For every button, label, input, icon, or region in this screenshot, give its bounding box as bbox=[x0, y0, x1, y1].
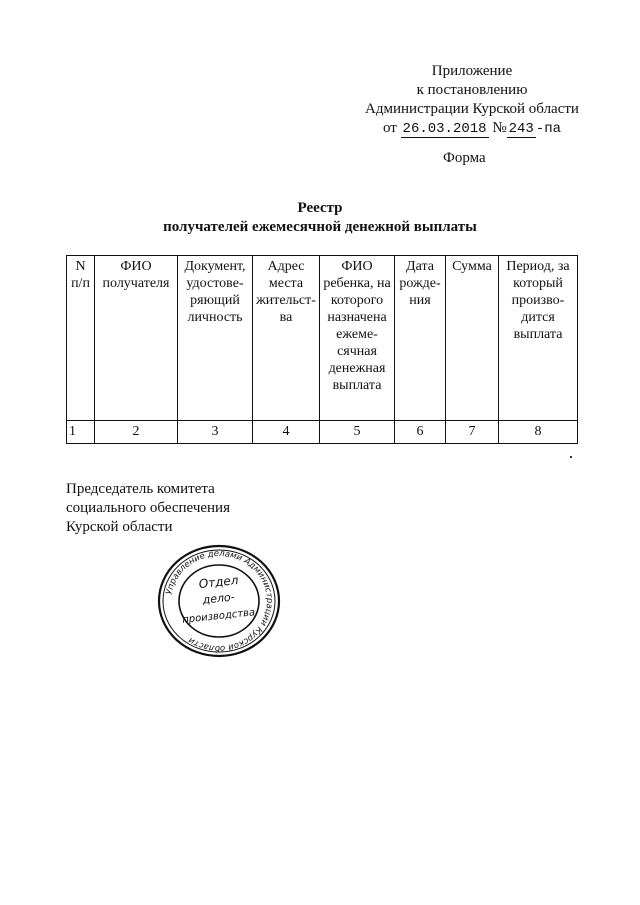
resolution-number-suffix: -па bbox=[535, 121, 562, 137]
appendix-header bbox=[352, 62, 592, 139]
header-cell: Сумма bbox=[446, 256, 499, 421]
signatory-block bbox=[66, 480, 230, 537]
column-number-cell: 3 bbox=[178, 421, 253, 444]
header-cell: Период, за который произво- дится выплата bbox=[499, 256, 578, 421]
signatory-line-3: Курской области bbox=[66, 519, 173, 535]
appendix-date-line bbox=[352, 119, 592, 139]
signatory-line-2: социального обеспечения bbox=[66, 500, 230, 516]
title-line-1: Реестр bbox=[297, 200, 343, 216]
date-prefix: от bbox=[382, 120, 397, 136]
header-cell: ФИО получателя bbox=[95, 256, 178, 421]
signatory-line-1: Председатель комитета bbox=[66, 481, 215, 497]
resolution-date: 26.03.2018 bbox=[402, 121, 487, 137]
stamp-center-line-3: производства bbox=[181, 607, 256, 626]
column-number-cell: 4 bbox=[253, 421, 320, 444]
table-header-row bbox=[67, 256, 578, 421]
column-number-cell: 5 bbox=[320, 421, 395, 444]
column-number-row bbox=[67, 421, 578, 444]
stamp-center-line-1: Отдел bbox=[198, 572, 240, 592]
header-cell: Адрес места жительст- ва bbox=[253, 256, 320, 421]
form-label: Форма bbox=[443, 150, 486, 166]
column-number-cell: 7 bbox=[446, 421, 499, 444]
appendix-line-2: к постановлению bbox=[416, 82, 528, 98]
column-number-cell: 6 bbox=[395, 421, 446, 444]
column-number-cell: 2 bbox=[95, 421, 178, 444]
title-line-2: получателей ежемесячной денежной выплаты bbox=[163, 219, 477, 235]
registry-table bbox=[66, 255, 578, 444]
stamp-graphic bbox=[157, 544, 281, 658]
appendix-line-3: Администрации Курской области bbox=[365, 101, 579, 117]
header-cell: Дата рожде- ния bbox=[395, 256, 446, 421]
resolution-number: 243 bbox=[508, 121, 534, 137]
document-title bbox=[100, 199, 540, 237]
header-cell: Документ, удостове- ряющий личность bbox=[178, 256, 253, 421]
stamp-center-line-2: дело- bbox=[201, 590, 236, 607]
column-number-cell: 8 bbox=[499, 421, 578, 444]
official-stamp bbox=[157, 544, 281, 658]
number-prefix: № bbox=[492, 120, 507, 136]
scan-speck bbox=[570, 456, 572, 458]
appendix-line-1: Приложение bbox=[431, 63, 513, 79]
header-cell: N п/п bbox=[67, 256, 95, 421]
header-cell: ФИО ребенка, на которого назначена ежеме- сячная денежная выплата bbox=[320, 256, 395, 421]
stamp-ring-text: Управление делами Администрации Курской области bbox=[164, 548, 275, 654]
column-number-cell: 1 bbox=[67, 421, 95, 444]
